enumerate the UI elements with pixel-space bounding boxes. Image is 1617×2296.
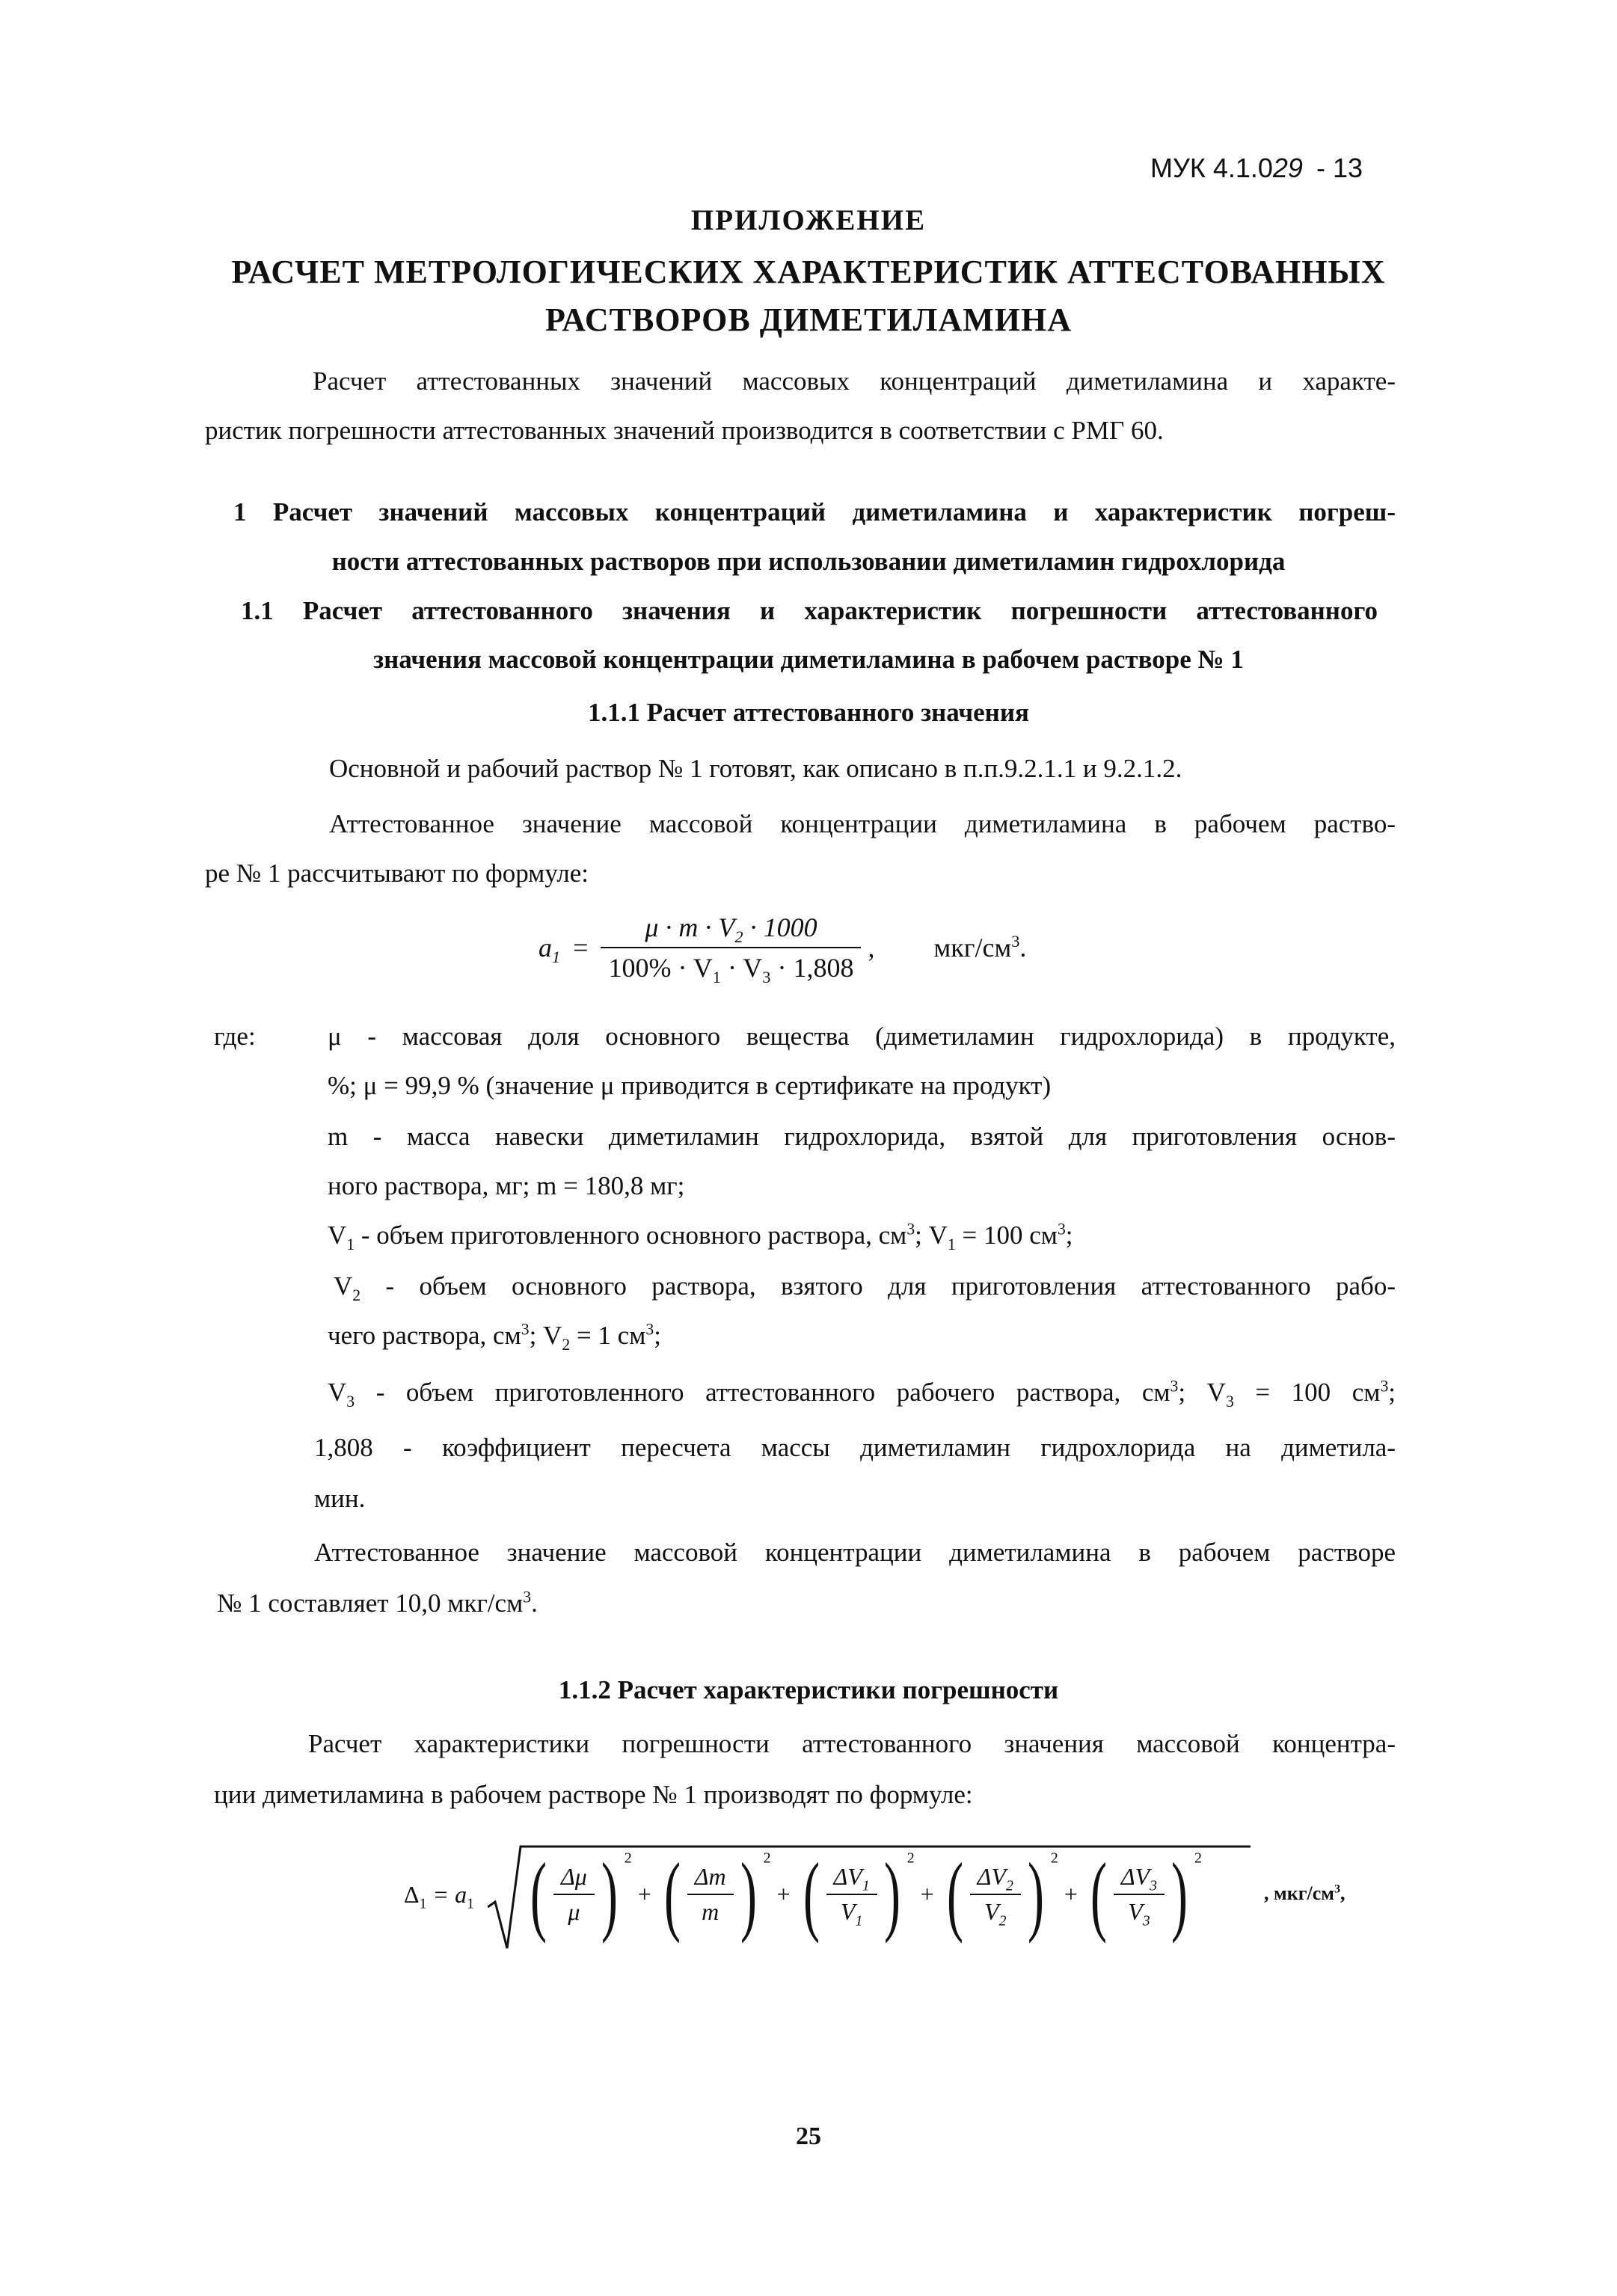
where-m-line1: m - масса навески диметиламин гидрохлорида, взятой для приготовления основ- [328, 1122, 1396, 1151]
where-coef-line2: мин. [314, 1484, 366, 1513]
formula1-fraction [601, 911, 861, 987]
document-code [1150, 153, 1363, 183]
where-v2-line1: $V_2$ - объем основного раствора, взятого для приготовления аттестованного рабо- [334, 1271, 1396, 1304]
where-coef-line1: 1,808 - коэффициент пересчета массы диметиламин гидрохлорида на диметила- [314, 1433, 1396, 1462]
where-mu-line1: μ - массовая доля основного вещества (диметиламин гидрохлорида) в продукте, [328, 1022, 1396, 1051]
where-mu-line2: %; μ = 99,9 % (значение μ приводится в сертификате на продукт) [328, 1071, 1052, 1100]
formula1-equals: = [573, 933, 589, 963]
page-mark: - 13 [1316, 153, 1363, 183]
where-m-line2: ного раствора, мг; m = 180,8 мг; [328, 1171, 685, 1200]
formula-error [404, 1836, 1346, 1956]
section112-heading: 1.1.2 Расчет характеристики погрешности [558, 1675, 1059, 1704]
formula1-numerator: $\mu \cdot m \cdot V_2 \cdot 1000$ [601, 911, 861, 948]
where-v1: $V_1$ - объем приготовленного основного раствора, $см^3$; $V_1 = 100$ $см^3$; [328, 1220, 1073, 1253]
result-line1: Аттестованное значение массовой концентрации диметиламина в рабочем растворе [314, 1538, 1396, 1567]
section111-heading: 1.1.1 Расчет аттестованного значения [588, 698, 1029, 727]
where-label: где: [214, 1022, 256, 1051]
formula1-denominator: $100\% \cdot V_1 \cdot V_3 \cdot 1,808$ [608, 953, 854, 987]
formula2-unit: , мкг/$см^3$, [1264, 1882, 1346, 1904]
page-number: 25 [796, 2122, 821, 2150]
formula2-lhs: $\Delta_1 = a_1$ [404, 1881, 475, 1912]
error-paragraph-line2: ции диметиламина в рабочем растворе № 1 производят по формуле: [214, 1780, 973, 1809]
where-v2-line2: чего раствора, $см^3$; $V_2 = 1$ $см^3$; [328, 1320, 661, 1354]
formula2-terms: ( $\frac{\Delta\mu}{\mu}$ ) $^2$ + ( $\frac{\Delta m}{m}$ ) $^2$ + ( $\frac{\Delta V_1}{V_1}$ ) $^2$ + ( $\frac{\Delta V_2}{V_2}$ ) $^2$ + ( $\frac{\Delta V_3}{V_3}$ ) $^2$ [530, 1844, 1202, 1944]
formula-attested-value [539, 911, 1027, 987]
section11-heading-line1: 1.1 Расчет аттестованного значения и характеристик погрешности аттестованного [241, 596, 1378, 625]
document-code-printed: МУК 4.1.0 [1150, 153, 1273, 183]
paragraph-formula-intro-line1: Аттестованное значение массовой концентрации диметиламина в рабочем раство- [329, 809, 1396, 838]
where-v3: $V_3$ - объем приготовленного аттестованного рабочего раствора, $см^3$; $V_3 = 100$ $см^3$; [328, 1377, 1396, 1411]
main-title-line2: РАСТВОРОВ ДИМЕТИЛАМИНА [545, 301, 1072, 338]
formula1-comma: , [868, 933, 875, 963]
formula1-unit: мкг/$см^3$. [933, 932, 1027, 963]
section1-heading-line1: 1 Расчет значений массовых концентраций диметиламина и характеристик погреш- [233, 497, 1396, 527]
error-paragraph-line1: Расчет характеристики погрешности аттестованного значения массовой концентра- [308, 1729, 1396, 1758]
intro-line2: ристик погрешности аттестованных значений производится в соответствии с РМГ 60. [205, 416, 1164, 445]
result-line2: № 1 составляет 10,0 мкг/$см^3$. [217, 1588, 538, 1618]
section1-heading-line2: ности аттестованных растворов при использовании диметиламин гидрохлорида [331, 547, 1286, 576]
main-title-line1: РАСЧЕТ МЕТРОЛОГИЧЕСКИХ ХАРАКТЕРИСТИК АТТЕСТОВАННЫХ [231, 254, 1386, 290]
document-code-handwritten: 29 [1272, 153, 1303, 183]
paragraph-formula-intro-line2: ре № 1 рассчитывают по формуле: [205, 859, 589, 888]
formula1-lhs: $a_1$ [539, 933, 561, 967]
section11-heading-line2: значения массовой концентрации диметиламина в рабочем растворе № 1 [373, 645, 1244, 674]
appendix-title: ПРИЛОЖЕНИЕ [690, 204, 927, 236]
intro-line1: Расчет аттестованных значений массовых концентраций диметиламина и характе- [313, 366, 1396, 396]
paragraph-preparation: Основной и рабочий раствор № 1 готовят, как описано в п.п.9.2.1.1 и 9.2.1.2. [329, 754, 1182, 783]
